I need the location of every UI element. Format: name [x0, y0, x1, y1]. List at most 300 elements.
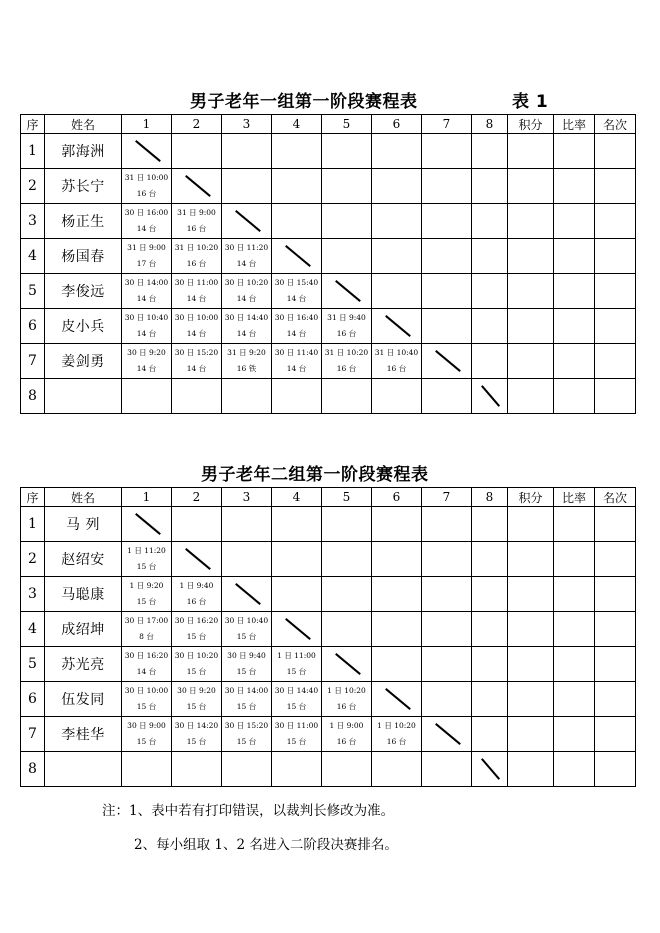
- match-time: 30 日 11:40: [274, 348, 319, 357]
- match-cell: [222, 344, 272, 379]
- match-table: 16 台: [386, 364, 407, 373]
- seed-number: 6: [21, 682, 45, 717]
- header-cell: 2: [172, 115, 222, 134]
- empty-cell: [372, 542, 422, 577]
- match-table: 16 台: [336, 702, 357, 711]
- match-table: 14 台: [236, 329, 257, 338]
- seed-number: 6: [21, 309, 45, 344]
- empty-cell: [472, 344, 508, 379]
- match-time: 30 日 14:20: [174, 721, 219, 730]
- empty-cell: [472, 577, 508, 612]
- match-cell: [222, 682, 272, 717]
- header-cell: 比率: [554, 115, 595, 134]
- match-cell: [272, 717, 322, 752]
- player-name: 成绍坤: [45, 612, 122, 647]
- match-time: 31 日 10:20: [174, 243, 219, 252]
- empty-cell: [372, 274, 422, 309]
- match-time: 1 日 9:40: [179, 581, 214, 590]
- ratio-cell: [554, 542, 595, 577]
- player-row: [21, 274, 636, 309]
- match-time: 30 日 16:20: [174, 616, 219, 625]
- player-row: [21, 309, 636, 344]
- match-table: 14 台: [136, 294, 157, 303]
- empty-cell: [422, 507, 472, 542]
- table1-title: 男子老年一组第一阶段赛程表: [190, 92, 418, 112]
- match-cell: [172, 577, 222, 612]
- header-cell: 6: [372, 488, 422, 507]
- empty-cell: [122, 379, 172, 414]
- empty-cell: [372, 647, 422, 682]
- player-name: 郭海洲: [45, 134, 122, 169]
- match-table: 14 台: [286, 329, 307, 338]
- header-cell: 4: [272, 115, 322, 134]
- self-match-diagonal: [322, 647, 372, 682]
- ratio-cell: [554, 274, 595, 309]
- seed-number: 2: [21, 542, 45, 577]
- table1-tag: 表 1: [512, 92, 549, 112]
- empty-cell: [322, 169, 372, 204]
- match-cell: [322, 717, 372, 752]
- match-table: 15 台: [136, 597, 157, 606]
- match-time: 30 日 14:40: [224, 313, 269, 322]
- ratio-cell: [554, 169, 595, 204]
- empty-cell: [422, 612, 472, 647]
- points-cell: [508, 169, 554, 204]
- seed-number: 7: [21, 344, 45, 379]
- ratio-cell: [554, 239, 595, 274]
- header-cell: 积分: [508, 115, 554, 134]
- player-row: [21, 542, 636, 577]
- note-2: 2、每小组取 1、2 名进入二阶段决赛排名。: [134, 837, 398, 853]
- schedule-table-2: [20, 487, 636, 787]
- points-cell: [508, 507, 554, 542]
- match-cell: [122, 274, 172, 309]
- match-table: 8 台: [139, 632, 154, 641]
- empty-cell: [422, 204, 472, 239]
- match-table: 14 台: [136, 667, 157, 676]
- self-match-diagonal: [472, 379, 508, 414]
- empty-cell: [372, 577, 422, 612]
- seed-number: 5: [21, 647, 45, 682]
- ratio-cell: [554, 204, 595, 239]
- match-time: 31 日 10:20: [324, 348, 369, 357]
- empty-cell: [372, 134, 422, 169]
- points-cell: [508, 344, 554, 379]
- match-cell: [222, 239, 272, 274]
- match-time: 30 日 16:20: [124, 651, 169, 660]
- match-cell: [172, 647, 222, 682]
- empty-cell: [422, 542, 472, 577]
- rank-cell: [595, 239, 636, 274]
- match-cell: [172, 274, 222, 309]
- empty-cell: [472, 169, 508, 204]
- points-cell: [508, 647, 554, 682]
- empty-cell: [172, 379, 222, 414]
- empty-cell: [222, 169, 272, 204]
- empty-cell: [372, 239, 422, 274]
- match-table: 14 台: [186, 364, 207, 373]
- match-cell: [322, 344, 372, 379]
- empty-cell: [172, 752, 222, 787]
- player-name: 姜剑勇: [45, 344, 122, 379]
- self-match-diagonal: [372, 682, 422, 717]
- empty-cell: [322, 239, 372, 274]
- points-cell: [508, 682, 554, 717]
- empty-cell: [322, 134, 372, 169]
- header-cell: 姓名: [45, 115, 122, 134]
- match-time: 30 日 10:00: [124, 686, 169, 695]
- empty-cell: [172, 507, 222, 542]
- match-time: 30 日 9:20: [127, 348, 166, 357]
- match-time: 30 日 9:00: [127, 721, 166, 730]
- empty-cell: [472, 274, 508, 309]
- match-table: 15 台: [186, 702, 207, 711]
- points-cell: [508, 239, 554, 274]
- header-cell: 名次: [595, 488, 636, 507]
- match-table: 16 台: [336, 364, 357, 373]
- match-cell: [172, 612, 222, 647]
- player-row: [21, 169, 636, 204]
- empty-cell: [322, 752, 372, 787]
- match-time: 30 日 14:00: [124, 278, 169, 287]
- empty-cell: [472, 309, 508, 344]
- header-cell: 3: [222, 115, 272, 134]
- empty-cell: [372, 169, 422, 204]
- match-time: 30 日 15:20: [174, 348, 219, 357]
- match-table: 16 铁: [236, 364, 257, 373]
- empty-cell: [472, 507, 508, 542]
- player-name: 杨国春: [45, 239, 122, 274]
- rank-cell: [595, 169, 636, 204]
- self-match-diagonal: [172, 542, 222, 577]
- match-cell: [122, 717, 172, 752]
- seed-number: 4: [21, 239, 45, 274]
- player-name: [45, 379, 122, 414]
- seed-number: 2: [21, 169, 45, 204]
- match-table: 15 台: [286, 667, 307, 676]
- points-cell: [508, 274, 554, 309]
- empty-cell: [322, 542, 372, 577]
- match-time: 30 日 10:40: [124, 313, 169, 322]
- match-cell: [122, 647, 172, 682]
- header-cell: 8: [472, 115, 508, 134]
- points-cell: [508, 542, 554, 577]
- player-name: 伍发同: [45, 682, 122, 717]
- empty-cell: [422, 309, 472, 344]
- match-cell: [122, 344, 172, 379]
- empty-cell: [322, 612, 372, 647]
- player-row: [21, 682, 636, 717]
- empty-cell: [272, 204, 322, 239]
- match-table: 14 台: [236, 294, 257, 303]
- self-match-diagonal: [472, 752, 508, 787]
- rank-cell: [595, 134, 636, 169]
- empty-cell: [472, 647, 508, 682]
- points-cell: [508, 204, 554, 239]
- match-table: 16 台: [136, 189, 157, 198]
- match-cell: [372, 717, 422, 752]
- match-cell: [172, 204, 222, 239]
- empty-cell: [322, 577, 372, 612]
- header-cell: 积分: [508, 488, 554, 507]
- ratio-cell: [554, 577, 595, 612]
- match-cell: [222, 612, 272, 647]
- player-row: [21, 134, 636, 169]
- match-cell: [272, 647, 322, 682]
- ratio-cell: [554, 309, 595, 344]
- match-cell: [272, 309, 322, 344]
- match-time: 30 日 11:20: [224, 243, 269, 252]
- empty-cell: [272, 542, 322, 577]
- self-match-diagonal: [272, 612, 322, 647]
- empty-cell: [322, 204, 372, 239]
- table2-title: 男子老年二组第一阶段赛程表: [201, 465, 429, 485]
- match-time: 31 日 9:00: [177, 208, 216, 217]
- match-table: 15 台: [236, 632, 257, 641]
- header-row: [21, 115, 636, 134]
- match-cell: [272, 344, 322, 379]
- header-cell: 5: [322, 488, 372, 507]
- empty-cell: [322, 379, 372, 414]
- match-cell: [122, 169, 172, 204]
- points-cell: [508, 379, 554, 414]
- match-time: 30 日 15:20: [224, 721, 269, 730]
- ratio-cell: [554, 134, 595, 169]
- seed-number: 8: [21, 379, 45, 414]
- match-cell: [122, 577, 172, 612]
- player-row: [21, 239, 636, 274]
- match-table: 15 台: [136, 702, 157, 711]
- match-cell: [372, 344, 422, 379]
- header-cell: 7: [422, 115, 472, 134]
- empty-cell: [422, 169, 472, 204]
- match-time: 30 日 15:40: [274, 278, 319, 287]
- match-table: 14 台: [236, 259, 257, 268]
- empty-cell: [472, 682, 508, 717]
- ratio-cell: [554, 647, 595, 682]
- rank-cell: [595, 647, 636, 682]
- rank-cell: [595, 752, 636, 787]
- player-name: 杨正生: [45, 204, 122, 239]
- match-table: 16 台: [386, 737, 407, 746]
- match-cell: [172, 717, 222, 752]
- ratio-cell: [554, 717, 595, 752]
- match-time: 30 日 17:00: [124, 616, 169, 625]
- rank-cell: [595, 274, 636, 309]
- ratio-cell: [554, 752, 595, 787]
- empty-cell: [422, 647, 472, 682]
- match-table: 16 台: [186, 224, 207, 233]
- match-table: 16 台: [336, 737, 357, 746]
- match-time: 30 日 10:00: [174, 313, 219, 322]
- match-cell: [122, 204, 172, 239]
- seed-number: 4: [21, 612, 45, 647]
- match-time: 31 日 10:40: [374, 348, 419, 357]
- self-match-diagonal: [222, 204, 272, 239]
- empty-cell: [422, 239, 472, 274]
- match-cell: [172, 344, 222, 379]
- empty-cell: [272, 752, 322, 787]
- ratio-cell: [554, 379, 595, 414]
- empty-cell: [422, 752, 472, 787]
- self-match-diagonal: [122, 507, 172, 542]
- match-cell: [122, 239, 172, 274]
- player-name: 李桂华: [45, 717, 122, 752]
- match-table: 15 台: [236, 667, 257, 676]
- match-time: 30 日 11:00: [274, 721, 319, 730]
- match-time: 31 日 9:00: [127, 243, 166, 252]
- empty-cell: [272, 507, 322, 542]
- match-table: 15 台: [136, 562, 157, 571]
- header-cell: 1: [122, 115, 172, 134]
- rank-cell: [595, 612, 636, 647]
- match-time: 30 日 14:00: [224, 686, 269, 695]
- match-cell: [172, 682, 222, 717]
- empty-cell: [222, 134, 272, 169]
- player-row: [21, 507, 636, 542]
- match-table: 16 台: [186, 259, 207, 268]
- player-row: [21, 717, 636, 752]
- player-row: [21, 344, 636, 379]
- match-time: 30 日 11:00: [174, 278, 219, 287]
- rank-cell: [595, 507, 636, 542]
- empty-cell: [272, 134, 322, 169]
- header-cell: 名次: [595, 115, 636, 134]
- player-name: 赵绍安: [45, 542, 122, 577]
- seed-number: 3: [21, 577, 45, 612]
- match-time: 30 日 10:20: [224, 278, 269, 287]
- match-time: 1 日 9:00: [329, 721, 364, 730]
- header-cell: 2: [172, 488, 222, 507]
- match-cell: [222, 309, 272, 344]
- rank-cell: [595, 577, 636, 612]
- match-table: 14 台: [186, 294, 207, 303]
- match-table: 15 台: [186, 667, 207, 676]
- header-cell: 4: [272, 488, 322, 507]
- match-cell: [272, 274, 322, 309]
- match-time: 1 日 10:20: [377, 721, 416, 730]
- header-cell: 序: [21, 488, 45, 507]
- empty-cell: [472, 717, 508, 752]
- note-1: 注：1、表中若有打印错误，以裁判长修改为准。: [102, 803, 395, 819]
- rank-cell: [595, 542, 636, 577]
- player-name: 马 列: [45, 507, 122, 542]
- empty-cell: [422, 682, 472, 717]
- seed-number: 7: [21, 717, 45, 752]
- player-row: [21, 752, 636, 787]
- match-cell: [122, 612, 172, 647]
- empty-cell: [472, 542, 508, 577]
- points-cell: [508, 577, 554, 612]
- match-time: 30 日 14:40: [274, 686, 319, 695]
- rank-cell: [595, 717, 636, 752]
- match-cell: [122, 309, 172, 344]
- match-time: 30 日 10:40: [224, 616, 269, 625]
- ratio-cell: [554, 682, 595, 717]
- points-cell: [508, 134, 554, 169]
- seed-number: 3: [21, 204, 45, 239]
- empty-cell: [222, 379, 272, 414]
- header-cell: 姓名: [45, 488, 122, 507]
- rank-cell: [595, 204, 636, 239]
- match-table: 17 台: [136, 259, 157, 268]
- ratio-cell: [554, 612, 595, 647]
- match-time: 30 日 10:20: [174, 651, 219, 660]
- player-name: 苏长宁: [45, 169, 122, 204]
- rank-cell: [595, 344, 636, 379]
- schedule-table-1: [20, 114, 636, 414]
- match-cell: [322, 309, 372, 344]
- empty-cell: [222, 507, 272, 542]
- empty-cell: [372, 612, 422, 647]
- match-cell: [222, 274, 272, 309]
- empty-cell: [372, 752, 422, 787]
- empty-cell: [272, 169, 322, 204]
- match-time: 31 日 10:00: [124, 173, 169, 182]
- seed-number: 1: [21, 134, 45, 169]
- empty-cell: [372, 204, 422, 239]
- match-table: 16 台: [336, 329, 357, 338]
- match-table: 14 台: [286, 364, 307, 373]
- points-cell: [508, 309, 554, 344]
- empty-cell: [172, 134, 222, 169]
- player-name: [45, 752, 122, 787]
- empty-cell: [272, 577, 322, 612]
- empty-cell: [472, 612, 508, 647]
- points-cell: [508, 717, 554, 752]
- self-match-diagonal: [272, 239, 322, 274]
- match-table: 15 台: [186, 737, 207, 746]
- match-time: 31 日 9:40: [327, 313, 366, 322]
- match-table: 15 台: [236, 702, 257, 711]
- player-row: [21, 379, 636, 414]
- empty-cell: [422, 274, 472, 309]
- match-table: 14 台: [286, 294, 307, 303]
- points-cell: [508, 752, 554, 787]
- rank-cell: [595, 682, 636, 717]
- ratio-cell: [554, 507, 595, 542]
- seed-number: 1: [21, 507, 45, 542]
- empty-cell: [222, 752, 272, 787]
- match-table: 14 台: [136, 329, 157, 338]
- empty-cell: [372, 379, 422, 414]
- header-cell: 3: [222, 488, 272, 507]
- header-cell: 5: [322, 115, 372, 134]
- empty-cell: [372, 507, 422, 542]
- player-row: [21, 647, 636, 682]
- self-match-diagonal: [372, 309, 422, 344]
- match-cell: [122, 542, 172, 577]
- match-table: 16 台: [186, 597, 207, 606]
- empty-cell: [222, 542, 272, 577]
- empty-cell: [272, 379, 322, 414]
- player-name: 李俊远: [45, 274, 122, 309]
- empty-cell: [472, 134, 508, 169]
- self-match-diagonal: [172, 169, 222, 204]
- match-time: 1 日 10:20: [327, 686, 366, 695]
- empty-cell: [122, 752, 172, 787]
- player-row: [21, 612, 636, 647]
- empty-cell: [422, 134, 472, 169]
- rank-cell: [595, 309, 636, 344]
- match-table: 15 台: [286, 737, 307, 746]
- player-name: 马聪康: [45, 577, 122, 612]
- match-table: 15 台: [286, 702, 307, 711]
- match-cell: [122, 682, 172, 717]
- match-cell: [322, 682, 372, 717]
- match-table: 14 台: [136, 224, 157, 233]
- player-row: [21, 204, 636, 239]
